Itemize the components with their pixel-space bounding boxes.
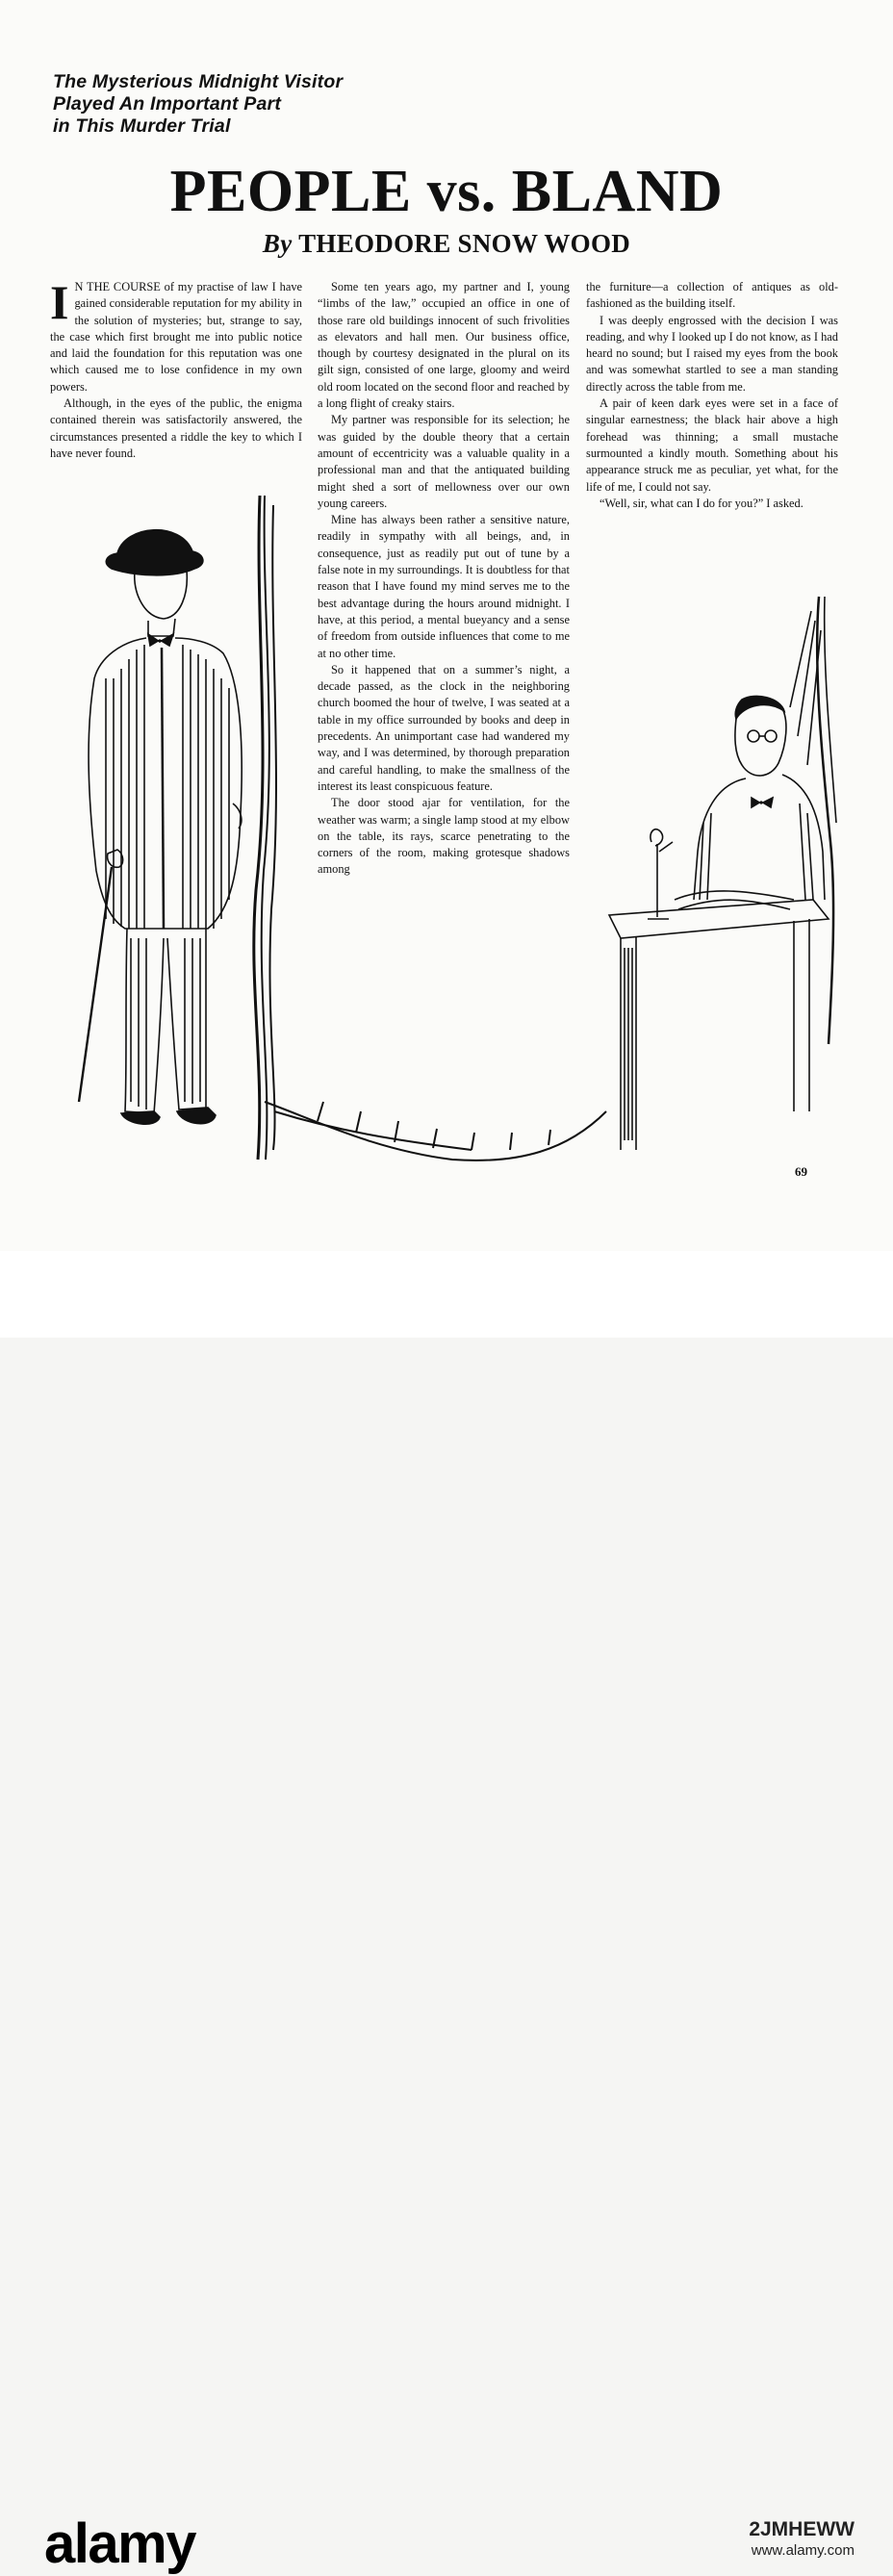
paragraph: Some ten years ago, my partner and I, young “limbs of the law,” occupied an office in one of those rare old buildings innocent of such frivolities as elevators and hall men. Our business office, though by courtesy designated in the plural on its gilt sign, consisted of one large, gloomy and weird old room located on the second floor and reached by a long flight of creaky stairs. xyxy=(318,280,570,411)
byline xyxy=(0,229,893,259)
byline-author: THEODORE SNOW WOOD xyxy=(298,229,631,258)
text-column-3 xyxy=(586,279,838,512)
page-number: 69 xyxy=(795,1164,807,1179)
blurb-line-2: Played An Important Part xyxy=(53,93,282,115)
paragraph: I was deeply engrossed with the decision I was reading, and why I looked up I do not know, as I had heard no sound; but I raised my eyes from the book and was somewhat startled to see a man standing directly across the table from me. xyxy=(586,313,838,394)
byline-by: By xyxy=(262,229,293,258)
paragraph: Mine has always been rather a sensitive nature, readily in sympathy with all beings, and, in consequence, just as readily put out of tune by a false note in my surroundings. It is doubtless for that reason that I have found my mind serves me to the best advantage during the hours around midnight. I have, at this period, a mental bueyancy and a sense of freedom from outside influences that come to me at no other time. xyxy=(318,513,570,660)
stock-site-url: www.alamy.com xyxy=(751,2542,855,2559)
paragraph: the furniture—a collection of antiques as old-fashioned as the building itself. xyxy=(586,280,838,311)
visitor-illustration xyxy=(67,486,621,1169)
watermark-footer xyxy=(0,1251,893,2575)
alamy-logo: alamy xyxy=(44,2512,195,2575)
story-title: PEOPLE vs. BLAND xyxy=(169,159,724,224)
blurb-line-3: in This Murder Trial xyxy=(53,115,231,137)
paragraph-text: of my practise of law I have gained considerable reputation for my ability in the solution of mysteries; but, strange to say, the case which first brought me into public notice and laid the foundation for this reputation was one which caused me to lose confidence in my own powers. xyxy=(50,280,303,394)
paragraph: Although, in the eyes of the public, the enigma contained therein was satisfactorily answered, the circumstances presented a riddle the key to which I have never found. xyxy=(50,396,302,460)
blurb-line-1: The Mysterious Midnight Visitor xyxy=(53,71,344,92)
paragraph: “Well, sir, what can I do for you?” I asked. xyxy=(600,496,804,510)
lawyer-at-desk-illustration xyxy=(601,592,842,1160)
drop-cap: I xyxy=(50,275,69,329)
paragraph: A pair of keen dark eyes were set in a face of singular earnestness; the black hair above a high forehead was thinning; a small mustache surmounted a kindly mouth. Something about his appearance struck me as peculiar, yet what, for the life of me, I could not say. xyxy=(586,396,838,494)
magazine-page xyxy=(0,0,893,1251)
paragraph: So it happened that on a summer’s night, a decade passed, as the clock in the neighboring church boomed the hour of twelve, I was seated at a table in my office surrounded by books and deep in precedents. An unimportant case had wandered my way, and I was determined, by thorough preparation and careful handling, to make the smallness of the interest its least conspicuous feature. xyxy=(318,662,570,793)
text-column-1 xyxy=(50,275,303,462)
paragraph: The door stood ajar for ventilation, for the weather was warm; a single lamp stood at my elbow on the table, its rays, scarce penetrating to the corners of the room, making grotesque shadows among xyxy=(318,796,570,877)
paragraph xyxy=(50,275,303,395)
stock-image-id: 2JMHEWW xyxy=(749,2518,855,2540)
paragraph: My partner was responsible for its selection; he was guided by the double theory that a certain amount of eccentricity was a valuable quality in a professional man and that the antiquated building might shed a sort of mellowness over our own young careers. xyxy=(318,413,570,510)
story-blurb xyxy=(53,71,343,138)
stock-info xyxy=(749,2519,855,2562)
lead-in: N THE COURSE xyxy=(74,280,161,293)
